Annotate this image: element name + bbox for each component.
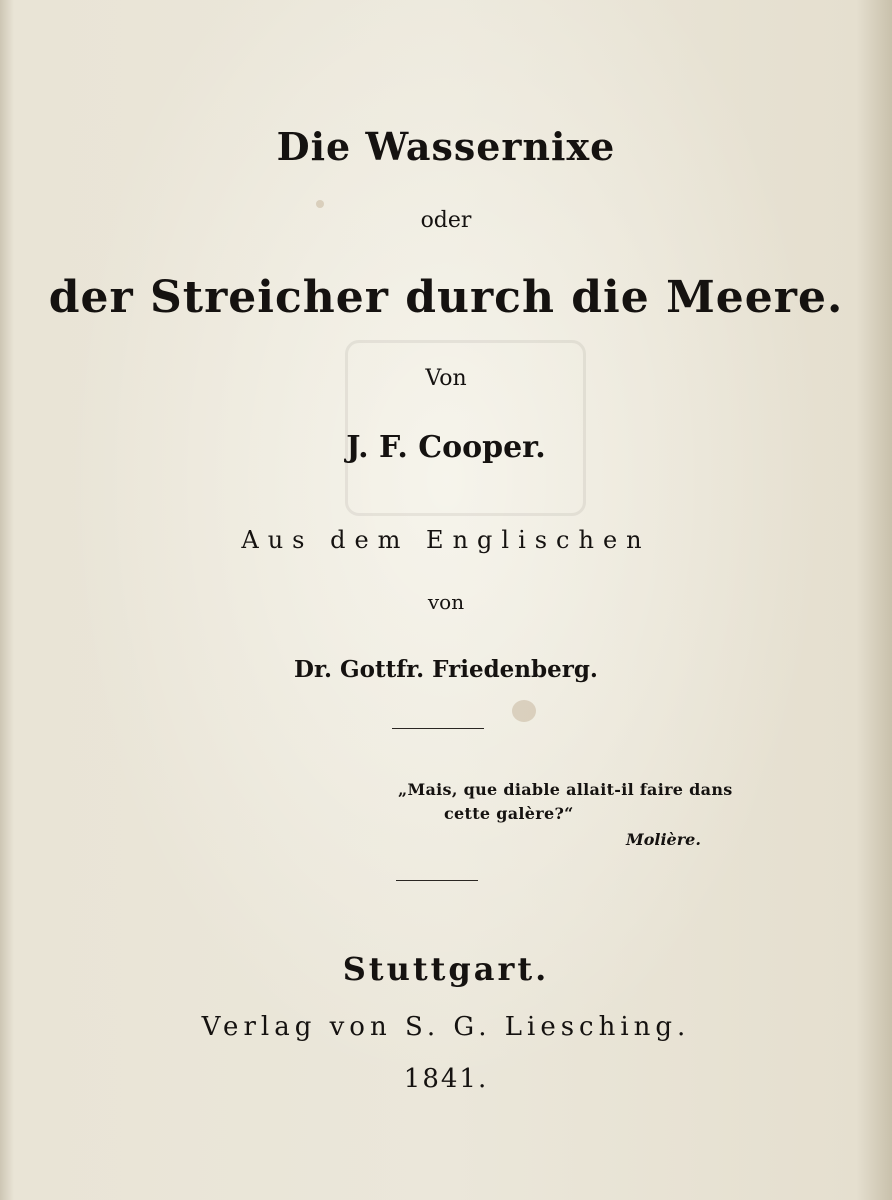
divider-rule xyxy=(392,728,484,729)
publication-year: 1841. xyxy=(403,1064,489,1094)
epigraph-line-1: „Mais, que diable allait-il faire dans xyxy=(398,780,733,799)
translation-note: Aus dem Englischen xyxy=(241,526,651,554)
publisher: Verlag von S. G. Liesching. xyxy=(201,1012,691,1042)
title-conjunction: oder xyxy=(420,208,472,233)
author-name: J. F. Cooper. xyxy=(346,430,546,465)
book-subtitle: der Streicher durch die Meere. xyxy=(48,272,844,323)
publication-city: Stuttgart. xyxy=(342,950,550,988)
epigraph-line-2: cette galère?“ xyxy=(444,804,574,823)
book-title: Die Wassernixe xyxy=(276,124,616,169)
author-preposition: Von xyxy=(425,366,467,391)
translator-preposition: von xyxy=(427,590,465,614)
foxing-spot xyxy=(512,700,536,722)
epigraph-attribution: Molière. xyxy=(626,830,701,849)
translator-name: Dr. Gottfr. Friedenberg. xyxy=(294,656,598,683)
foxing-spot xyxy=(316,200,324,208)
divider-rule xyxy=(396,880,478,881)
